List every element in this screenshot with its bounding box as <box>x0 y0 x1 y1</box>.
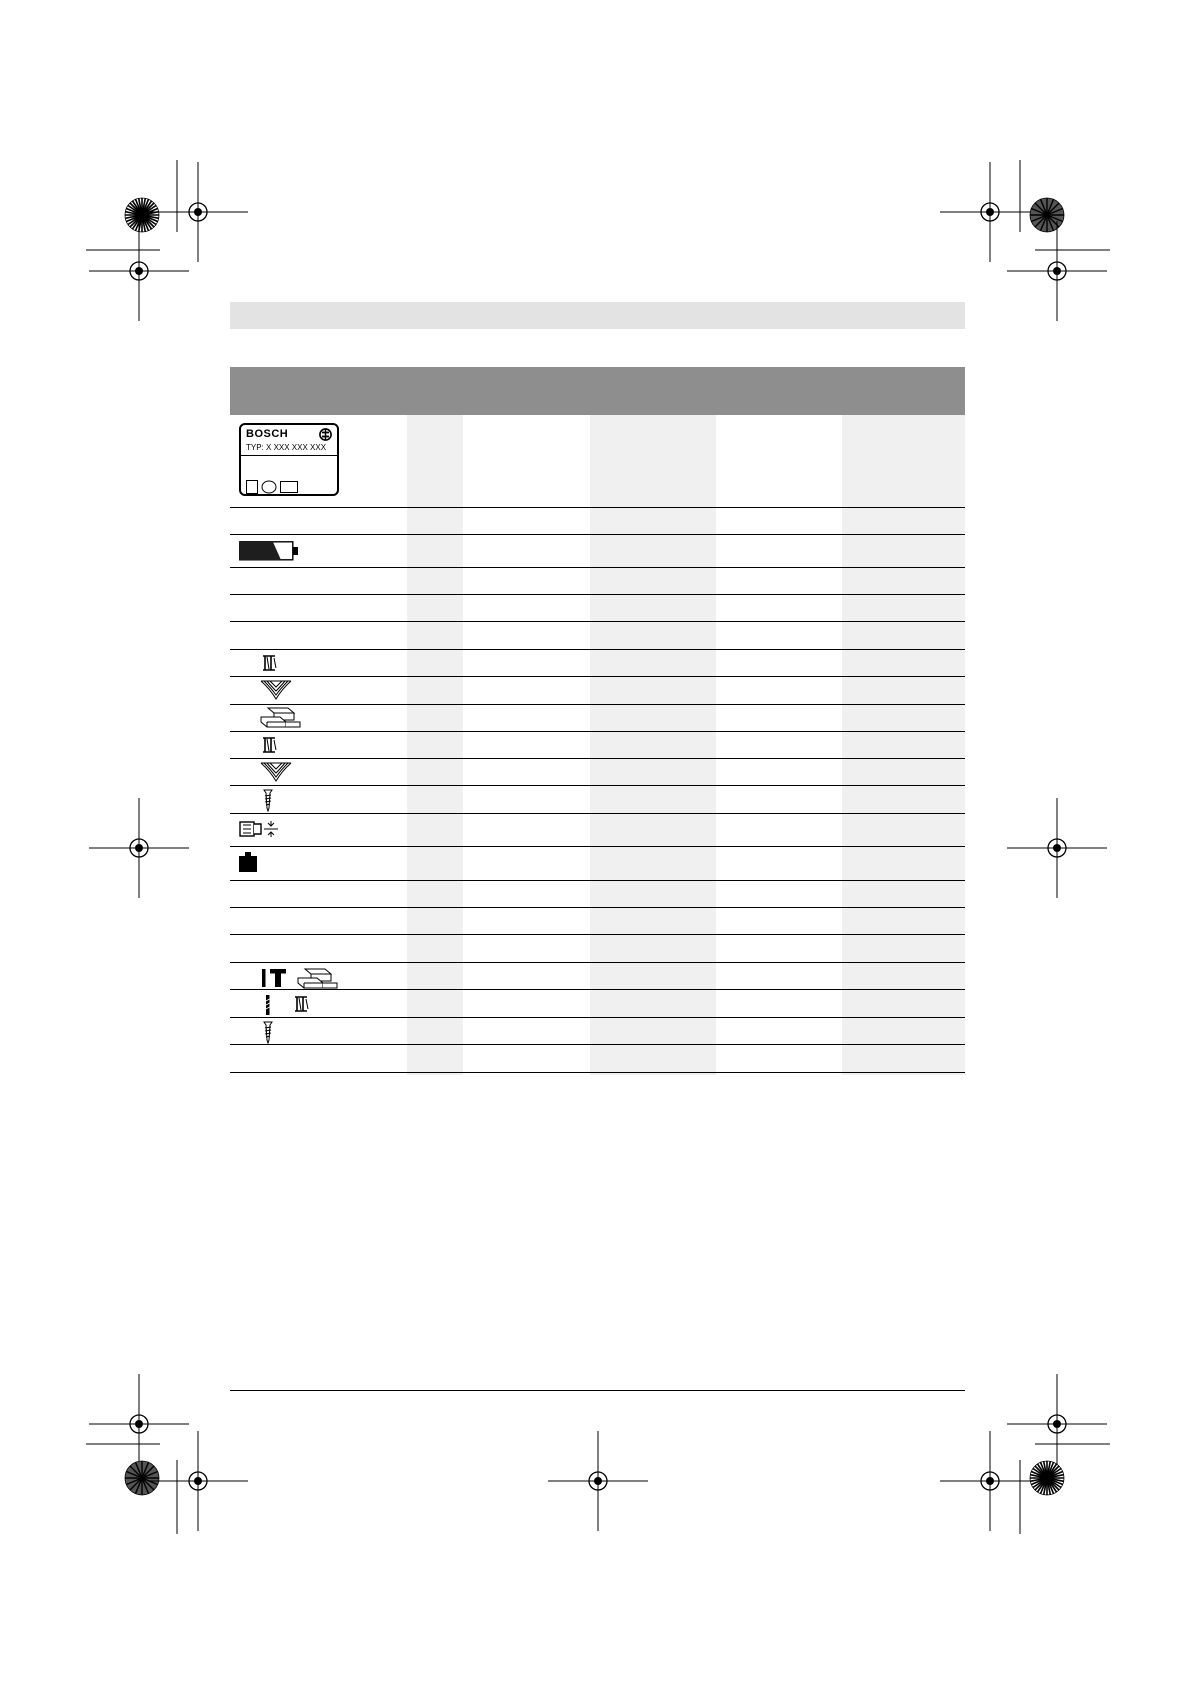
row-divider <box>230 534 965 535</box>
table-header <box>230 367 965 415</box>
row-divider <box>230 731 965 732</box>
screw-icon <box>262 1020 274 1044</box>
row-divider <box>230 934 965 935</box>
header-band <box>230 302 965 329</box>
row-divider <box>230 785 965 786</box>
row-divider <box>230 1044 965 1045</box>
hammer-drill-icon <box>262 967 292 989</box>
table-column-shade <box>590 415 716 1075</box>
row-divider <box>230 907 965 908</box>
row-divider <box>230 846 965 847</box>
wood-icon <box>260 761 292 783</box>
masonry-bricks-icon <box>260 706 302 728</box>
wood-icon <box>260 679 292 701</box>
footer-rule <box>230 1390 965 1391</box>
nameplate-brand: BOSCH <box>246 428 289 440</box>
table-column-shade <box>842 415 965 1075</box>
table-column-shade <box>407 415 463 1075</box>
nameplate <box>239 423 339 496</box>
steel-beam-icon <box>292 995 312 1015</box>
weight-icon <box>239 852 257 872</box>
row-divider <box>230 989 965 990</box>
row-divider <box>230 676 965 677</box>
nameplate-symbols <box>246 480 306 494</box>
row-divider <box>230 649 965 650</box>
row-divider <box>230 1017 965 1018</box>
row-divider <box>230 813 965 814</box>
steel-beam-icon <box>260 736 280 756</box>
battery-icon <box>239 541 299 561</box>
drill-bit-icon <box>264 994 272 1016</box>
drill-chuck-icon <box>239 818 279 840</box>
bosch-armature-icon <box>319 428 332 441</box>
nameplate-type: TYP: X XXX XXX XXX <box>246 443 327 452</box>
row-divider <box>230 758 965 759</box>
row-divider <box>230 1072 965 1073</box>
row-divider <box>230 962 965 963</box>
masonry-bricks-icon <box>297 967 339 989</box>
screw-icon <box>262 788 274 812</box>
steel-beam-icon <box>260 654 280 674</box>
row-divider <box>230 594 965 595</box>
row-divider <box>230 704 965 705</box>
technical-data-table <box>230 415 965 1075</box>
row-divider <box>230 621 965 622</box>
row-divider <box>230 507 965 508</box>
nameplate-divider <box>241 455 337 456</box>
row-divider <box>230 567 965 568</box>
row-divider <box>230 880 965 881</box>
